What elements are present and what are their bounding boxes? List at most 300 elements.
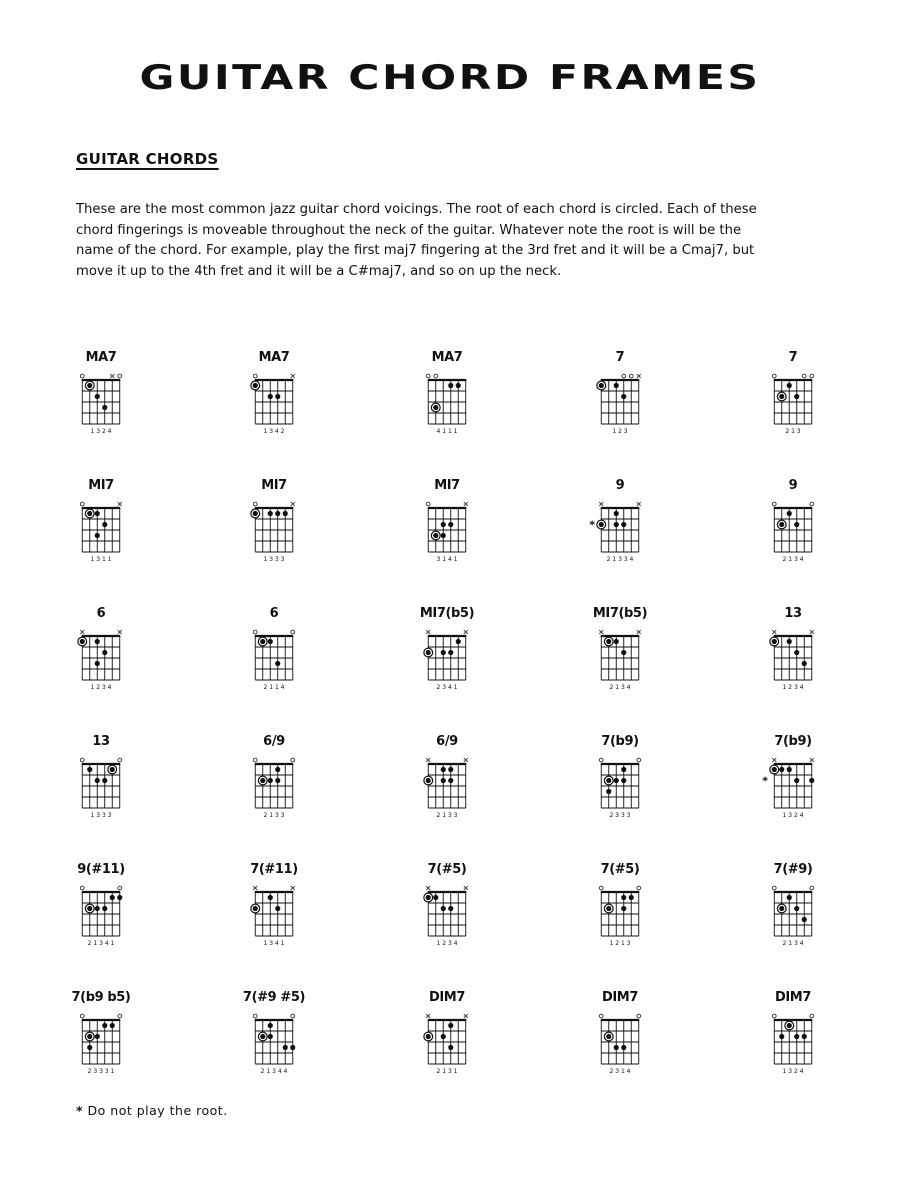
finger-dot (433, 895, 438, 900)
chord-frame (214, 862, 334, 952)
finger-dot (441, 767, 446, 772)
open-string-marker (253, 758, 257, 762)
fingering-numbers: 2 1 3 3 (436, 812, 458, 819)
finger-dot (275, 906, 280, 911)
finger-dot (102, 522, 107, 527)
chord-name: 7 (788, 350, 798, 365)
chord-frame (387, 606, 507, 696)
fingering-numbers: 1 2 3 (612, 428, 628, 435)
fingering-numbers: 2 1 1 4 (263, 684, 285, 691)
chord-name: MA7 (258, 350, 290, 365)
finger-dot (441, 778, 446, 783)
fingering-numbers: 1 3 3 3 (90, 812, 112, 819)
fingering-numbers: 2 3 3 3 (609, 812, 631, 819)
muted-string-marker (810, 630, 814, 634)
chord-name: 7(#5) (600, 862, 640, 877)
chord-frame (41, 478, 161, 568)
open-string-marker (772, 374, 776, 378)
chord-frame (41, 350, 161, 440)
finger-dot (117, 895, 122, 900)
muted-string-marker (464, 1014, 468, 1018)
finger-dot (268, 895, 273, 900)
open-string-marker (253, 1014, 257, 1018)
finger-dot (433, 405, 438, 410)
fingering-numbers: 1 3 3 3 (263, 556, 285, 563)
finger-dot (614, 511, 619, 516)
chord-frame (41, 606, 161, 696)
finger-dot (802, 661, 807, 666)
page-title: GUITAR CHORD FRAMES (139, 58, 761, 98)
finger-dot (87, 511, 92, 516)
chord-frame (560, 606, 680, 696)
chord-diagram (214, 478, 334, 568)
chord-diagram (560, 350, 680, 440)
chord-frame (560, 350, 680, 440)
chord-frame (733, 606, 853, 696)
finger-dot (102, 906, 107, 911)
finger-dot (441, 1034, 446, 1039)
muted-string-marker (599, 502, 603, 506)
chord-name: 7(#11) (250, 862, 298, 877)
chord-diagram (41, 478, 161, 568)
chord-name: MA7 (431, 350, 463, 365)
chord-name: MI7(b5) (592, 606, 648, 621)
muted-string-marker (464, 630, 468, 634)
chord-diagram (214, 990, 334, 1080)
chord-frame (214, 990, 334, 1080)
chord-diagram (733, 862, 853, 952)
finger-dot (606, 1034, 611, 1039)
chord-diagram (733, 734, 853, 824)
chord-name: MI7 (261, 478, 287, 493)
muted-string-marker (291, 886, 295, 890)
chord-name: 7(#5) (427, 862, 467, 877)
chord-diagram (387, 606, 507, 696)
finger-dot (787, 1023, 792, 1028)
fingering-numbers: 2 3 4 1 (436, 684, 458, 691)
finger-dot (621, 650, 626, 655)
chord-name: 7 (615, 350, 625, 365)
chord-name: 6/9 (436, 734, 458, 749)
fingering-numbers: 1 3 4 2 (263, 428, 285, 435)
finger-dot (87, 1034, 92, 1039)
chord-name: 6 (269, 606, 279, 621)
finger-dot (268, 639, 273, 644)
chord-frame (387, 990, 507, 1080)
fingering-numbers: 2 1 3 3 (263, 812, 285, 819)
chord-diagram (387, 990, 507, 1080)
chord-frame (387, 350, 507, 440)
muted-string-marker (464, 758, 468, 762)
muted-string-marker (426, 758, 430, 762)
finger-dot (614, 778, 619, 783)
finger-dot (614, 1045, 619, 1050)
finger-dot (621, 778, 626, 783)
chord-name: MA7 (85, 350, 117, 365)
chord-name: 9 (615, 478, 625, 493)
fingering-numbers: 2 1 3 1 (436, 1068, 458, 1075)
finger-dot (802, 917, 807, 922)
finger-dot (802, 1034, 807, 1039)
fingering-numbers: 1 2 3 4 (782, 684, 804, 691)
open-string-marker (434, 374, 438, 378)
finger-dot (772, 639, 777, 644)
finger-dot (426, 778, 431, 783)
muted-string-marker (426, 886, 430, 890)
chord-name: DIM7 (428, 990, 465, 1005)
chord-frame (41, 990, 161, 1080)
finger-dot (95, 533, 100, 538)
finger-dot (614, 522, 619, 527)
muted-string-marker (118, 502, 122, 506)
chord-diagram (733, 990, 853, 1080)
finger-dot (102, 405, 107, 410)
open-string-marker (802, 374, 806, 378)
open-string-marker (253, 630, 257, 634)
chord-diagram (214, 606, 334, 696)
finger-dot (95, 661, 100, 666)
open-string-marker (253, 502, 257, 506)
finger-dot (779, 394, 784, 399)
muted-string-marker (118, 630, 122, 634)
finger-dot (787, 767, 792, 772)
finger-dot (110, 767, 115, 772)
finger-dot (95, 906, 100, 911)
finger-dot (456, 383, 461, 388)
muted-string-marker (772, 630, 776, 634)
finger-dot (426, 650, 431, 655)
finger-dot (629, 895, 634, 900)
muted-string-marker (772, 758, 776, 762)
finger-dot (268, 394, 273, 399)
finger-dot (621, 522, 626, 527)
finger-dot (87, 1045, 92, 1050)
no-root-asterisk: * (762, 774, 769, 788)
finger-dot (772, 767, 777, 772)
finger-dot (275, 767, 280, 772)
finger-dot (441, 906, 446, 911)
finger-dot (441, 650, 446, 655)
open-string-marker (426, 502, 430, 506)
open-string-marker (118, 758, 122, 762)
open-string-marker (80, 502, 84, 506)
finger-dot (441, 533, 446, 538)
chord-diagram (560, 734, 680, 824)
finger-dot (787, 511, 792, 516)
finger-dot (621, 1045, 626, 1050)
finger-dot (794, 906, 799, 911)
chord-diagram (41, 734, 161, 824)
chord-frame (214, 478, 334, 568)
chord-name: MI7(b5) (419, 606, 475, 621)
chord-frame (214, 350, 334, 440)
open-string-marker (118, 886, 122, 890)
chord-name: 6/9 (263, 734, 285, 749)
muted-string-marker (253, 886, 257, 890)
finger-dot (268, 778, 273, 783)
chord-frame (41, 862, 161, 952)
chord-diagram (733, 478, 853, 568)
finger-dot (448, 1023, 453, 1028)
finger-dot (794, 1034, 799, 1039)
finger-dot (448, 522, 453, 527)
finger-dot (606, 778, 611, 783)
open-string-marker (291, 758, 295, 762)
chord-diagram (560, 862, 680, 952)
chord-name: 9(#11) (77, 862, 125, 877)
finger-dot (433, 533, 438, 538)
finger-dot (268, 1034, 273, 1039)
open-string-marker (637, 1014, 641, 1018)
chord-frame (387, 734, 507, 824)
finger-dot (794, 522, 799, 527)
chord-diagram (733, 606, 853, 696)
finger-dot (448, 767, 453, 772)
open-string-marker (810, 502, 814, 506)
chord-diagram (214, 350, 334, 440)
finger-dot (110, 1023, 115, 1028)
finger-dot (426, 1034, 431, 1039)
chord-diagram (387, 478, 507, 568)
no-root-asterisk: * (589, 518, 596, 532)
finger-dot (253, 511, 258, 516)
finger-dot (794, 394, 799, 399)
chord-diagram (387, 862, 507, 952)
finger-dot (110, 895, 115, 900)
finger-dot (95, 511, 100, 516)
fingering-numbers: 1 3 2 4 (782, 812, 804, 819)
finger-dot (787, 895, 792, 900)
footnote-text: Do not play the root. (87, 1103, 228, 1118)
fingering-numbers: 2 1 3 4 (782, 556, 804, 563)
finger-dot (787, 639, 792, 644)
fingering-numbers: 4 1 1 1 (436, 428, 458, 435)
finger-dot (448, 1045, 453, 1050)
finger-dot (80, 639, 85, 644)
open-string-marker (810, 1014, 814, 1018)
chord-diagram (560, 606, 680, 696)
finger-dot (456, 639, 461, 644)
muted-string-marker (291, 502, 295, 506)
finger-dot (599, 383, 604, 388)
chord-diagram (41, 350, 161, 440)
finger-dot (290, 1045, 295, 1050)
open-string-marker (599, 1014, 603, 1018)
chord-frame (41, 734, 161, 824)
finger-dot (260, 1034, 265, 1039)
chord-diagram (41, 606, 161, 696)
chord-frame (560, 734, 680, 824)
chord-name: 7(#9) (773, 862, 813, 877)
finger-dot (102, 1023, 107, 1028)
chord-name: 6 (96, 606, 106, 621)
finger-dot (809, 778, 814, 783)
open-string-marker (599, 758, 603, 762)
finger-dot (787, 383, 792, 388)
finger-dot (260, 639, 265, 644)
fingering-numbers: 2 1 3 4 (782, 940, 804, 947)
finger-dot (95, 639, 100, 644)
chord-frame (214, 734, 334, 824)
muted-string-marker (810, 758, 814, 762)
open-string-marker (599, 886, 603, 890)
chord-diagram (214, 862, 334, 952)
fingering-numbers: 2 1 3 4 4 (260, 1068, 288, 1075)
finger-dot (606, 639, 611, 644)
open-string-marker (80, 886, 84, 890)
muted-string-marker (637, 502, 641, 506)
finger-dot (621, 394, 626, 399)
finger-dot (614, 383, 619, 388)
muted-string-marker (637, 630, 641, 634)
finger-dot (102, 650, 107, 655)
finger-dot (95, 394, 100, 399)
chord-diagram (733, 350, 853, 440)
chord-frame (733, 862, 853, 952)
chord-name: MI7 (434, 478, 460, 493)
open-string-marker (80, 1014, 84, 1018)
finger-dot (275, 778, 280, 783)
footnote-asterisk: * (76, 1103, 84, 1118)
fingering-numbers: 2 1 3 4 (609, 684, 631, 691)
fingering-numbers: 1 2 1 3 (609, 940, 631, 947)
chord-diagram (41, 862, 161, 952)
open-string-marker (426, 374, 430, 378)
finger-dot (779, 767, 784, 772)
chord-name: DIM7 (774, 990, 811, 1005)
finger-dot (621, 767, 626, 772)
chord-diagram (41, 990, 161, 1080)
chord-diagram (387, 350, 507, 440)
chord-diagram (560, 990, 680, 1080)
finger-dot (283, 511, 288, 516)
finger-dot (87, 767, 92, 772)
finger-dot (794, 650, 799, 655)
finger-dot (614, 639, 619, 644)
muted-string-marker (291, 374, 295, 378)
finger-dot (448, 906, 453, 911)
chord-name: DIM7 (601, 990, 638, 1005)
chord-frame (733, 350, 853, 440)
finger-dot (448, 650, 453, 655)
finger-dot (275, 511, 280, 516)
chord-frame (733, 478, 853, 568)
finger-dot (448, 778, 453, 783)
chord-name: 7(b9 b5) (71, 990, 131, 1005)
fingering-numbers: 2 1 3 (785, 428, 801, 435)
section-heading: GUITAR CHORDS (76, 150, 219, 168)
finger-dot (779, 522, 784, 527)
chord-name: 7(#9 #5) (242, 990, 306, 1005)
finger-dot (283, 1045, 288, 1050)
finger-dot (275, 661, 280, 666)
finger-dot (268, 511, 273, 516)
open-string-marker (118, 374, 122, 378)
fingering-numbers: 2 3 3 3 1 (87, 1068, 115, 1075)
open-string-marker (810, 886, 814, 890)
muted-string-marker (599, 630, 603, 634)
chord-name: 9 (788, 478, 798, 493)
open-string-marker (622, 374, 626, 378)
fingering-numbers: 1 3 1 1 (90, 556, 112, 563)
fingering-numbers: 1 3 2 4 (90, 428, 112, 435)
chord-frame (387, 478, 507, 568)
muted-string-marker (80, 630, 84, 634)
chord-frame (733, 734, 853, 824)
open-string-marker (291, 630, 295, 634)
open-string-marker (637, 758, 641, 762)
finger-dot (268, 1023, 273, 1028)
open-string-marker (629, 374, 633, 378)
open-string-marker (253, 374, 257, 378)
chord-diagram (214, 734, 334, 824)
fingering-numbers: 2 3 1 4 (609, 1068, 631, 1075)
fingering-numbers: 1 3 4 1 (263, 940, 285, 947)
finger-dot (621, 895, 626, 900)
fingering-numbers: 1 2 3 4 (90, 684, 112, 691)
open-string-marker (80, 374, 84, 378)
intro-paragraph: These are the most common jazz guitar chord voicings. The root of each chord is circled. Each of these chord fingerings is moveable throughout the neck of the guitar. Whatever note the root is will be the name of the chord. For example, play the first maj7 fingering at the 3rd fret and it will be a Cmaj7, but move it up to the 4th fret and it will be a C#maj7, and so on up the neck. (76, 202, 757, 279)
finger-dot (606, 906, 611, 911)
chord-frame (560, 990, 680, 1080)
finger-dot (253, 906, 258, 911)
finger-dot (621, 906, 626, 911)
finger-dot (95, 1034, 100, 1039)
finger-dot (87, 906, 92, 911)
muted-string-marker (426, 630, 430, 634)
finger-dot (260, 778, 265, 783)
fingering-numbers: 1 3 2 4 (782, 1068, 804, 1075)
finger-dot (87, 383, 92, 388)
finger-dot (794, 778, 799, 783)
chord-frame (214, 606, 334, 696)
chord-diagram (560, 478, 680, 568)
fingering-numbers: 2 1 3 3 4 (606, 556, 634, 563)
finger-dot (599, 522, 604, 527)
finger-dot (606, 789, 611, 794)
muted-string-marker (464, 886, 468, 890)
open-string-marker (637, 886, 641, 890)
open-string-marker (291, 1014, 295, 1018)
open-string-marker (772, 502, 776, 506)
muted-string-marker (110, 374, 114, 378)
chord-name: 7(b9) (601, 734, 639, 749)
open-string-marker (810, 374, 814, 378)
chord-name: 13 (784, 606, 802, 621)
open-string-marker (118, 1014, 122, 1018)
open-string-marker (80, 758, 84, 762)
finger-dot (448, 383, 453, 388)
chord-name: 13 (92, 734, 110, 749)
finger-dot (253, 383, 258, 388)
chord-frame (733, 990, 853, 1080)
muted-string-marker (426, 1014, 430, 1018)
muted-string-marker (637, 374, 641, 378)
finger-dot (779, 1034, 784, 1039)
finger-dot (102, 778, 107, 783)
chord-frame (560, 862, 680, 952)
chord-name: MI7 (88, 478, 114, 493)
open-string-marker (772, 1014, 776, 1018)
footnote (76, 1103, 228, 1118)
chord-name: 7(b9) (774, 734, 812, 749)
finger-dot (441, 522, 446, 527)
chord-frame (560, 478, 680, 568)
finger-dot (275, 394, 280, 399)
muted-string-marker (464, 502, 468, 506)
finger-dot (426, 895, 431, 900)
finger-dot (95, 778, 100, 783)
